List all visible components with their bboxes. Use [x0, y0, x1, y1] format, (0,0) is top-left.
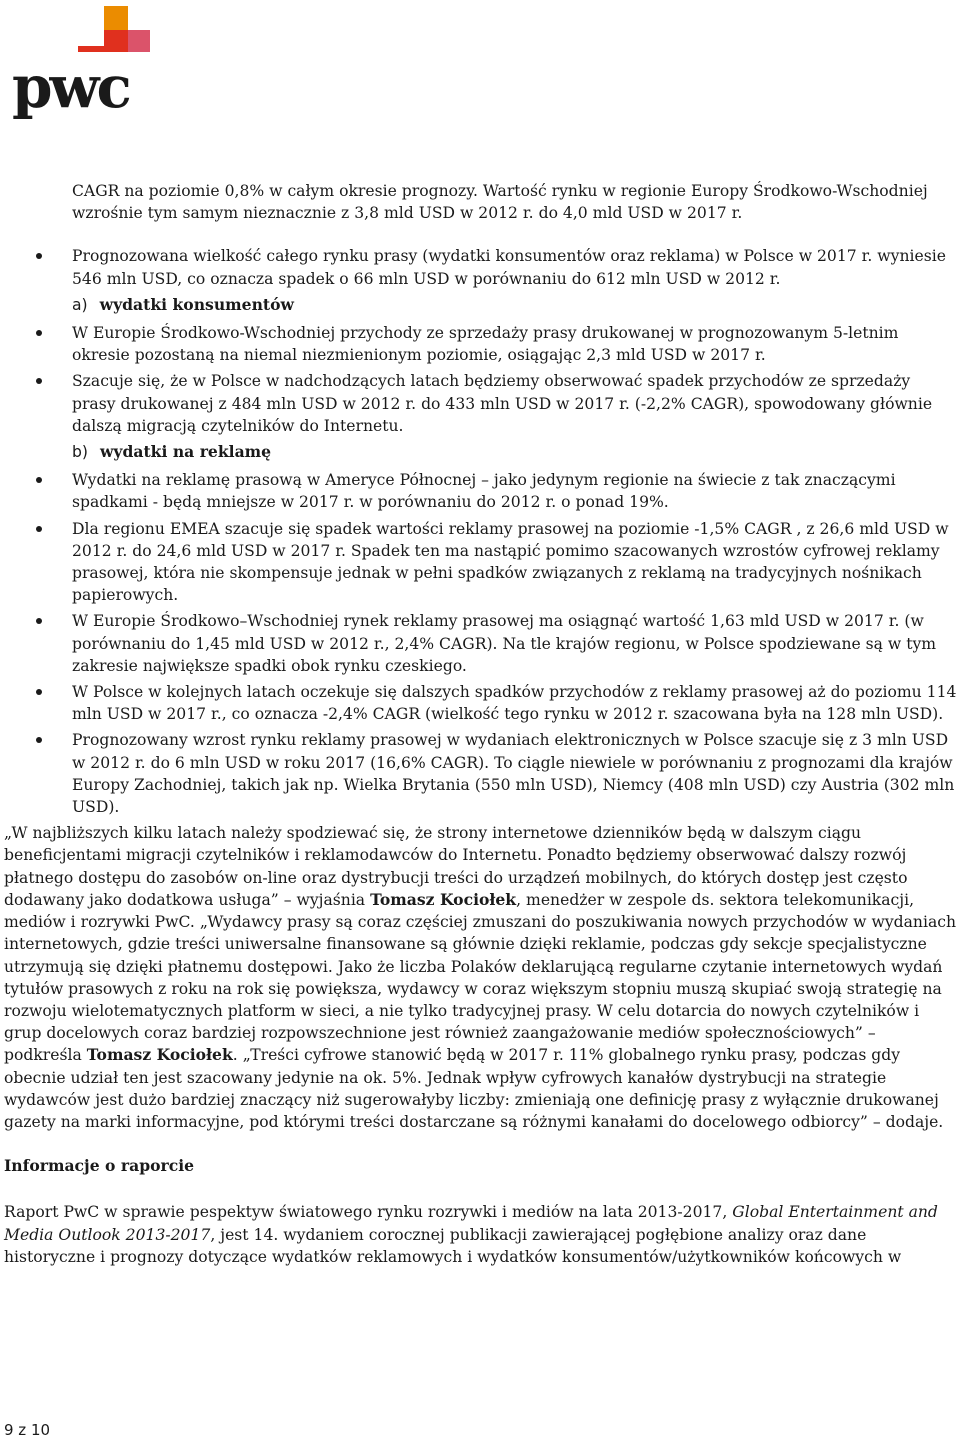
logo-wordmark: pwc	[12, 53, 129, 121]
bullet-icon	[36, 477, 42, 483]
bullet-icon	[36, 618, 42, 624]
bullet-icon	[36, 378, 42, 384]
section-title: wydatki na reklamę	[99, 442, 272, 462]
bullet-icon	[36, 737, 42, 743]
section-a-heading	[4, 294, 958, 316]
section-b-heading	[4, 441, 958, 463]
bullet-icon	[36, 330, 42, 336]
quote-paragraph: „W najbliższych kilku latach należy spodziewać się, że strony internetowe dzienników będą w dalszym ciągu beneficjentami migracji czytelników i reklamodawców do Internetu. Ponadto będziemy obserwować dalszy rozwój płatnego dostępu do zasobów on-line oraz dystrybucji treści do urządzeń mobilnych, do których dostęp jest często dodawany jako dodatkowa usługa” – wyjaśnia Tomasz Kociołek, menedżer w zespole ds. sektora telekomunikacji, mediów i rozrywki PwC. „Wydawcy prasy są coraz częściej zmuszani do poszukiwania nowych przychodów w wydaniach internetowych, gdzie treści uniwersalne finansowane są głównie dzięki reklamie, podczas gdy sekcje specjalistyczne utrzymują się dzięki płatnemu dostępowi. Jako że liczba Polaków deklarującą regularne czytanie internetowych wydań tytułów prasowych z roku na rok się powiększa, wydawcy w coraz większym stopniu muszą skupiać swoją strategię na rozwoju wielotematycznych platform w sieci, a nie tylko tradycyjnej prasy. W celu dotarcia do nowych czytelników i grup docelowych coraz bardziej rozpowszechnione jest również zaangażowanie mediów społecznościowych” – podkreśla Tomasz Kociołek. „Treści cyfrowe stanowić będą w 2017 r. 11% globalnego rynku prasy, podczas gdy obecnie udział ten jest szacowany jedynie na ok. 5%. Jednak wpływ cyfrowych kanałów dystrybucji na strategie wydawców jest dużo bardziej znaczący niż sugerowałyby liczby: zmieniają one definicję prasy z wyłącznie drukowanej gazety na marki informacyjne, pod którymi treści dostarczane są różnymi kanałami do docelowego odbiorcy” – dodaje.	[4, 824, 957, 1131]
market-bullet-list	[4, 245, 958, 289]
document-body	[4, 180, 958, 1268]
intro-continuation: CAGR na poziomie 0,8% w całym okresie prognozy. Wartość rynku w regionie Europy Środkowo-Wschodniej wzrośnie tym samym nieznacznie z 3,8 mld USD w 2012 r. do 4,0 mld USD w 2017 r.	[72, 182, 928, 223]
logo-square-pink	[128, 30, 150, 52]
report-info-heading: Informacje o raporcie	[4, 1156, 195, 1176]
list-item: Dla regionu EMEA szacuje się spadek wartości reklamy prasowej na poziomie -1,5% CAGR , z 26,6 mld USD w 2012 r. do 24,6 mld USD w 2017 r. Spadek ten ma nastąpić pomimo szacowanych wzrostów cyfrowej reklamy prasowej, która nie skompensuje jednak w pełni spadków związanych z reklamą na tradycyjnych nośnikach papierowych.	[4, 518, 958, 607]
logo-square-dark	[78, 46, 106, 52]
logo-square-red	[104, 30, 128, 52]
section-b-list	[4, 469, 958, 818]
quoted-person-name: Tomasz Kociołek	[370, 889, 517, 909]
section-letter: b)	[72, 443, 88, 462]
report-title: Global Entertainment and Media Outlook 2013-2017	[4, 1203, 938, 1244]
bullet-icon	[36, 689, 42, 695]
section-title: wydatki konsumentów	[99, 294, 294, 314]
section-letter: a)	[72, 295, 88, 314]
list-item: Prognozowana wielkość całego rynku prasy (wydatki konsumentów oraz reklama) w Polsce w 2017 r. wyniesie 546 mln USD, co oznacza spadek o 66 mln USD w porównaniu do 612 mln USD w 2012 r.	[4, 245, 958, 289]
logo-square-orange	[104, 6, 128, 30]
list-item: Wydatki na reklamę prasową w Ameryce Północnej – jako jedynym regionie na świecie z tak znaczącymi spadkami - będą mniejsze w 2017 r. w porównaniu do 2012 r. o ponad 19%.	[4, 469, 958, 513]
list-item: W Polsce w kolejnych latach oczekuje się dalszych spadków przychodów z reklamy prasowej aż do poziomu 114 mln USD w 2017 r., co oznacza -2,4% CAGR (wielkość tego rynku w 2012 r. szacowana była na 128 mln USD).	[4, 681, 958, 725]
list-item: W Europie Środkowo-Wschodniej przychody ze sprzedaży prasy drukowanej w prognozowanym 5-letnim okresie pozostaną na niemal niezmienionym poziomie, osiągając 2,3 mld USD w 2017 r.	[4, 322, 958, 366]
bullet-icon	[36, 526, 42, 532]
quoted-person-name: Tomasz Kociołek	[86, 1045, 233, 1065]
pwc-logo	[8, 2, 158, 121]
page-number: 9 z 10	[4, 1421, 51, 1439]
list-item: Szacuje się, że w Polsce w nadchodzących latach będziemy obserwować spadek przychodów ze sprzedaży prasy drukowanej z 484 mln USD w 2012 r. do 433 mln USD w 2017 r. (-2,2% CAGR), spowodowany głównie dalszą migracją czytelników do Internetu.	[4, 370, 958, 437]
list-item: Prognozowany wzrost rynku reklamy prasowej w wydaniach elektronicznych w Polsce szacuje się z 3 mln USD w 2012 r. do 6 mln USD w roku 2017 (16,6% CAGR). To ciągle niewiele w porównaniu z prognozami dla krajów Europy Zachodniej, takich jak np. Wielka Brytania (550 mln USD), Niemcy (408 mln USD) czy Austria (302 mln USD).	[4, 729, 958, 818]
section-a-list	[4, 322, 958, 437]
report-paragraph: Raport PwC w sprawie pespektyw światowego rynku rozrywki i mediów na lata 2013-2017, Global Entertainment and Media Outlook 2013-2017, jest 14. wydaniem corocznej publikacji zawierającej pogłębione analizy oraz dane historyczne i prognozy dotyczące wydatków reklamowych i wydatków konsumentów/użytkowników końcowych w	[4, 1203, 938, 1266]
bullet-icon	[36, 253, 42, 259]
list-item: W Europie Środkowo–Wschodniej rynek reklamy prasowej ma osiągnąć wartość 1,63 mld USD w 2017 r. (w porównaniu do 1,45 mld USD w 2012 r., 2,4% CAGR). Na tle krajów regionu, w Polsce spodziewane są w tym zakresie największe spadki obok rynku czeskiego.	[4, 610, 958, 677]
